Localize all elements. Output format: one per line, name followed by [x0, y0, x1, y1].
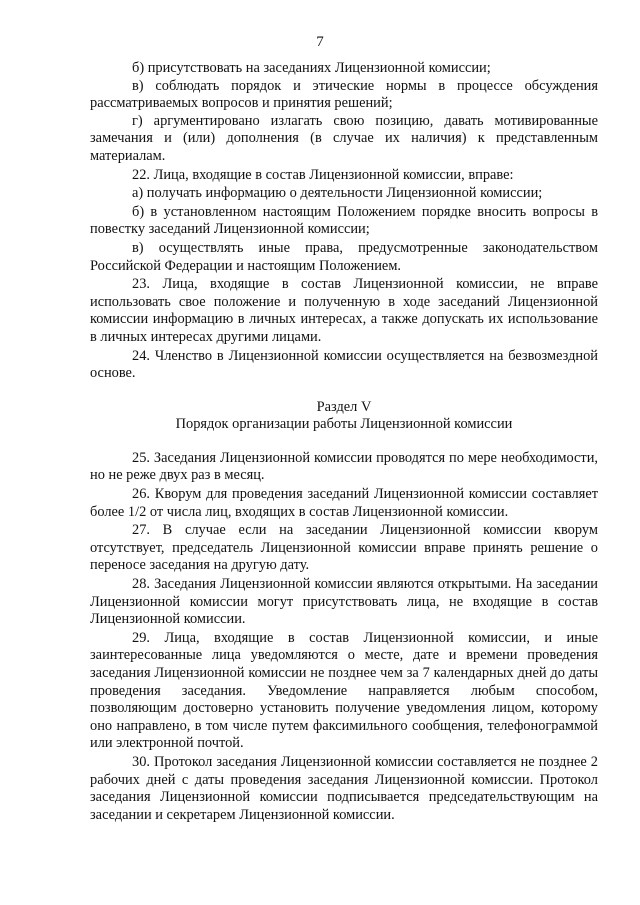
- paragraph-g-position: г) аргументировано излагать свою позицию, давать мотивированные замечания и (или) дополнения (в случае их наличия) к представленным материалам.: [90, 112, 598, 164]
- paragraph-v-ethics: в) соблюдать порядок и этические нормы в процессе обсуждения рассматриваемых вопросов и принятия решений;: [90, 77, 598, 112]
- page-number: 7: [316, 34, 324, 50]
- paragraph-27: 27. В случае если на заседании Лицензионной комиссии кворум отсутствует, председатель Лицензионной комиссии вправе принять решение о переносе заседания на другую дату.: [90, 522, 598, 574]
- paragraph-v-rights: в) осуществлять иные права, предусмотренные законодательством Российской Федерации и настоящим Положением.: [90, 239, 598, 274]
- section-title: Порядок организации работы Лицензионной комиссии: [175, 416, 513, 433]
- paragraph-24: 24. Членство в Лицензионной комиссии осуществляется на безвозмездной основе.: [90, 347, 598, 382]
- section-label: Раздел V: [316, 398, 372, 415]
- paragraph-28: 28. Заседания Лицензионной комиссии являются открытыми. На заседании Лицензионной комиссии могут присутствовать лица, не входящие в состав Лицензионной комиссии.: [90, 576, 598, 628]
- paragraph-26: 26. Кворум для проведения заседаний Лицензионной комиссии составляет более 1/2 от числа лиц, входящих в состав Лицензионной комиссии.: [90, 486, 598, 520]
- document-body: [90, 60, 598, 824]
- paragraph-25: 25. Заседания Лицензионной комиссии проводятся по мере необходимости, но не реже двух раз в месяц.: [90, 449, 598, 484]
- paragraph-a-info: а) получать информацию о деятельности Лицензионной комиссии;: [132, 185, 543, 202]
- paragraph-22: 22. Лица, входящие в состав Лицензионной комиссии, вправе:: [132, 166, 514, 183]
- paragraph-29: 29. Лица, входящие в состав Лицензионной комиссии, и иные заинтересованные лица уведомляются о месте, дате и времени проведения заседания Лицензионной комиссии не позднее чем за 7 календарных дней до даты проведения заседания. Уведомление направляется любым способом, позволяющим достоверно установить получение уведомления лицом, которому оно направлено, в том числе путем факсимильного сообщения, телефонограммой или электронной почтой.: [90, 629, 598, 752]
- paragraph-30: 30. Протокол заседания Лицензионной комиссии составляется не позднее 2 рабочих дней с даты проведения заседания Лицензионной комиссии. Протокол заседания Лицензионной комиссии подписывается председательствующим на заседании и секретарем Лицензионной комиссии.: [90, 753, 598, 823]
- paragraph-b-agenda: б) в установленном настоящим Положением порядке вносить вопросы в повестку заседаний Лицензионной комиссии;: [90, 203, 598, 238]
- paragraph-b-attend: б) присутствовать на заседаниях Лицензионной комиссии;: [132, 60, 491, 76]
- paragraph-23: 23. Лица, входящие в состав Лицензионной комиссии, не вправе использовать свое положение и полученную в ходе заседаний Лицензионной комиссии информацию в личных интересах, а также допускать их использование в личных интересах другими лицами.: [90, 276, 598, 345]
